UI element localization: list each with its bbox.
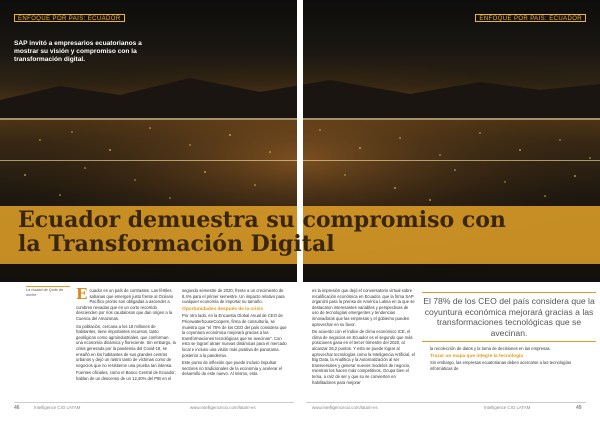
footer-rule-right	[306, 402, 586, 403]
page-number-right: 49	[576, 405, 582, 411]
pull-quote: El 78% de los CEO del país considera que la coyuntura económica mejorará gracias a las transformaciones tecnológicas que se avecinan.	[422, 292, 596, 342]
body-paragraph: la recolección de datos y la toma de decisiones en las empresas.	[430, 346, 551, 351]
lede-text: SAP invitó a empresarios ecuatorianos a mostrar su visión y compromiso con la transformación digital.	[14, 40, 142, 63]
body-column-3	[312, 288, 416, 387]
footer-rule-left	[14, 402, 294, 403]
body-paragraph: Sin embargo, las empresas ecuatorianas deben acercarse a las tecnologías informáticas de	[430, 360, 572, 371]
footer-magazine-right: Intelligence CIO LATAM	[484, 405, 531, 410]
section-tag-right: ENFOQUE POR PAÍS: ECUADOR	[475, 14, 586, 22]
subheading: Oportunidades después de la crisis	[182, 306, 264, 312]
section-tag-left: ENFOQUE POR PAÍS: ECUADOR	[14, 14, 125, 22]
body-paragraph: Fuentes oficiales, como el Banco Central de Ecuador, hablan de un descenso de un 12,40% del PIB en el	[76, 370, 176, 381]
footer-magazine-left: Intelligence CIO LATAM	[34, 405, 81, 410]
footer-url-right[interactable]: www.intelligencecio.com/latam-es	[312, 405, 378, 410]
body-paragraph: es la impresión que dejó el conversatorio virtual sobre recalificación económica en Ecuador, que la firma SAP organizó para la prensa de América Latina en la que se destacaron interesantes variables y perspectivas de uso de tecnologías emergentes y tendencias innovadoras que las empresas y el gobierno pueden aprovechar en su favor.	[312, 288, 415, 327]
body-paragraph: segundo semestre de 2020, frente a un crecimiento de 8,4% para el primer semestre. Un impacto relativo para cualquier economía de importar su tamaño.	[182, 288, 285, 305]
body-column-4	[430, 346, 590, 373]
body-column-1	[76, 285, 176, 384]
body-paragraph: Este punto de inflexión que puede incluso impulsar sectores no tradicionales de la economía y acelerar el desarrollo de este nuevo. Al mismo, esta	[182, 360, 283, 377]
body-paragraph: Su población, cercana a los 18 millones de habitantes, tiene importantes recursos, tanto geológicos como agroindustriales, que conforman una economía dinámica y floreciente. Sin embargo, la crisis generada por la pandemia del Covid-19, se ensañó en los habitantes de sus grandes centros urbanos y dejó un rastro tanto de víctimas como de negocios que no resistieron una prueba tan intensa.	[76, 323, 176, 368]
body-paragraph: De acuerdo con el índice de clima económico ICE, el clima de negocios en Ecuador es el segundo que más posiciones gana en el tercer trimestre del 2020, al alcanzar 26,2 puntos. Y esto se puede lograr al aprovechar tecnologías como la Inteligencia Artificial, el Big Data, la Analítica y la Automatización al ser transversales y generar nuevos modelos de negocio, mientras los hacen más competitivos. Ocupa bien el tema, a raíz de ser y que su se convierten en habilitadores para mejorar	[312, 329, 415, 385]
photo-caption: La ciudad de Quito de noche	[26, 288, 64, 297]
body-column-2	[182, 288, 290, 379]
article-title: Ecuador demuestra su compromiso con la Transformación Digital	[18, 207, 506, 257]
drop-cap: E	[76, 285, 88, 303]
body-paragraph: Ecuador es un país de contrastes. Las fértiles sabanas que emergen justo frente al Océano Pacífico pronto son obligadas a ascender a cumbres nevadas que en un corto recorrido descienden por ríos caudalosos que dan origen a la Cuenca del Amazonas.	[76, 285, 174, 321]
subheading: Trazar un mapa que integre la tecnología	[430, 353, 524, 359]
page-number-left: 46	[14, 405, 20, 411]
body-paragraph: Por otro lado, en la Encuesta Global Anual de CEO de PricewaterhouseCoopers, firma de consultoría, se muestra que "el 78% de los CEO del país considera que la coyuntura económica mejorará gracias a las transformaciones tecnológicas que se avecinan". Con esto se lograrí atraer nuevas dinámicas para el mercado local e incluso una visión más positiva de panorama posterior a la pandemia.	[182, 313, 287, 358]
caption-rule	[26, 286, 70, 287]
footer-url-left[interactable]: www.intelligencecio.com/latam-es	[190, 405, 256, 410]
